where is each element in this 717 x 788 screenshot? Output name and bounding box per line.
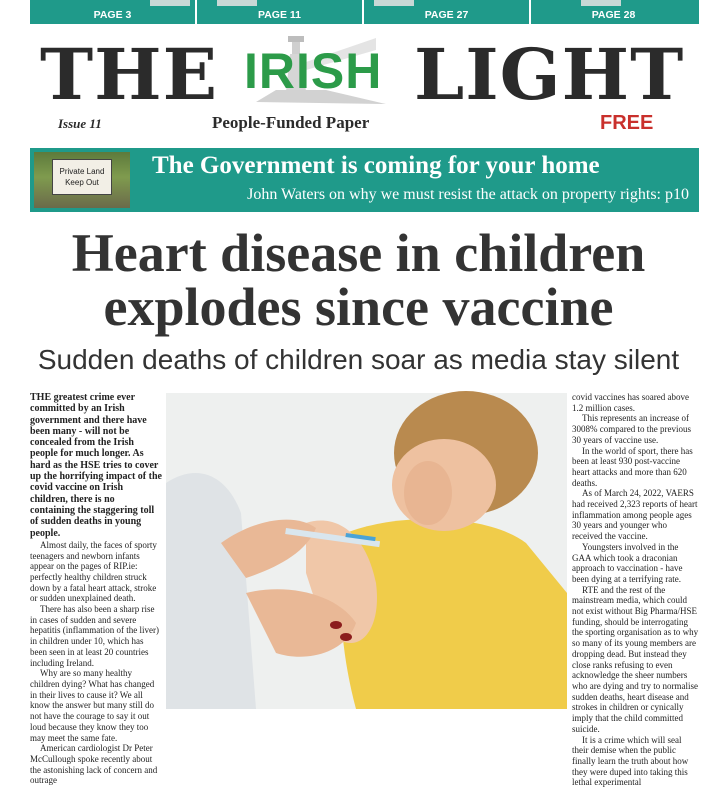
sign-line: Private Land — [53, 166, 111, 177]
article-paragraph: covid vaccines has soared above 1.2 million cases. — [572, 392, 699, 413]
page-teaser-strip — [30, 0, 699, 24]
headline-line: Heart disease in children — [72, 223, 646, 283]
article-paragraph: As of March 24, 2022, VAERS had received 2,323 reports of heart inflammation among people ages 30 years and younger who received the vaccine. — [572, 488, 699, 542]
article-paragraph: Youngsters involved in the GAA which took a draconian approach to vaccination - have been dying at a terrifying rate. — [572, 542, 699, 585]
article-paragraph: There has also been a sharp rise in cases of sudden and severe hepatitis (inflammation of the liver) in children under 10, which has been seen in at least 20 countries including Ireland. — [30, 604, 162, 668]
main-headline — [0, 226, 717, 334]
banner-title: The Government is coming for your home — [152, 152, 600, 180]
teaser-thumbnail — [374, 0, 414, 6]
banner-subtitle: John Waters on why we must resist the attack on property rights: p10 — [247, 186, 689, 204]
issue-number: Issue 11 — [58, 116, 102, 132]
page-teaser-label: PAGE 3 — [94, 9, 132, 21]
article-paragraph: It is a crime which will seal their demise when the public finally learn the truth about how they were duped into taking this lethal experimental — [572, 735, 699, 788]
article-paragraph: Why are so many healthy children dying? What has changed in their lives to cause it? We all know the answer but many still do not have the courage to say it out loud because they know they too may meet the same fate. — [30, 668, 162, 743]
teaser-thumbnail — [150, 0, 190, 6]
private-land-sign — [52, 159, 112, 195]
page-teaser-label: PAGE 28 — [592, 9, 636, 21]
masthead-the: THE — [40, 40, 218, 110]
article-column-left — [30, 392, 162, 710]
teaser-thumbnail — [217, 0, 257, 6]
article-paragraph: American cardiologist Dr Peter McCullough spoke recently about the astonishing lack of concern and outrage — [30, 743, 162, 786]
article-paragraph: RTE and the rest of the mainstream media, which could not exist without Big Pharma/HSE funding, should be interrogating the sporting organisation as to why so many of its young members are dropping dead. But instead they close ranks refusing to even acknowledge the sheer numbers who are dying and try to normalise sudden deaths, heart disease and strokes in children or cynically imply that the child committed suicide. — [572, 585, 699, 735]
article-column-right — [572, 392, 699, 710]
article-paragraph: Almost daily, the faces of sporty teenagers and newborn infants appear on the pages of RIP.ie: perfectly healthy children struck down by a fatal heart attack, stroke or sudden unexplained death. — [30, 540, 162, 604]
masthead-irish: IRISH — [244, 46, 382, 96]
page-teaser-3[interactable] — [30, 0, 195, 24]
lead-photo — [166, 393, 567, 709]
child-vaccination-illustration — [166, 393, 567, 709]
sign-line: Keep Out — [53, 177, 111, 188]
page-teaser-11[interactable] — [195, 0, 362, 24]
teaser-thumbnail — [581, 0, 621, 6]
banner-photo — [34, 152, 130, 208]
page-teaser-label: PAGE 11 — [258, 9, 301, 21]
subheadline: Sudden deaths of children soar as media stay silent — [0, 344, 717, 376]
masthead-light: LIGHT — [414, 40, 684, 110]
article-paragraph: In the world of sport, there has been at least 930 post-vaccine heart attacks and more than 620 deaths. — [572, 446, 699, 489]
article-paragraph: This represents an increase of 3008% compared to the previous 30 years of vaccine use. — [572, 413, 699, 445]
article-lead: THE greatest crime ever committed by an Irish government and there have been many - will not be concealed from the Irish people for much longer. As hard as the HSE tries to cover up the horrifying impact of the covid vaccine on Irish children, there is no containing the staggering toll of sudden deaths in young people. — [30, 392, 162, 539]
page-teaser-28[interactable] — [529, 0, 696, 24]
page-teaser-label: PAGE 27 — [425, 9, 469, 21]
feature-banner[interactable] — [30, 148, 699, 212]
headline-line: explodes since vaccine — [104, 277, 614, 337]
price-label: FREE — [600, 112, 653, 135]
masthead-tagline: People-Funded Paper — [212, 113, 369, 133]
page-teaser-27[interactable] — [362, 0, 529, 24]
